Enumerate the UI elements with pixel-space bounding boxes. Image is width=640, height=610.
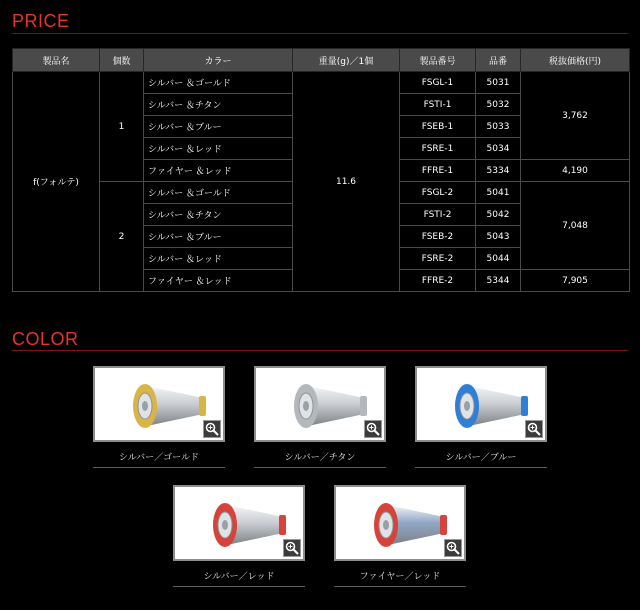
item-number-cell: 5031 <box>476 72 521 94</box>
product-code-cell: FSRE-2 <box>400 248 476 270</box>
color-cell: シルバー ＆ゴールド <box>144 182 293 204</box>
zoom-icon[interactable] <box>525 420 543 438</box>
price-cell: 3,762 <box>521 72 630 160</box>
count-cell: 2 <box>100 182 144 292</box>
color-cell: シルバー ＆ゴールド <box>144 72 293 94</box>
item-number-cell: 5044 <box>476 248 521 270</box>
weight-cell: 11.6 <box>293 72 400 292</box>
zoom-icon[interactable] <box>364 420 382 438</box>
item-number-cell: 5334 <box>476 160 521 182</box>
price-section-rule <box>12 33 628 34</box>
zoom-icon[interactable] <box>444 539 462 557</box>
item-number-cell: 5043 <box>476 226 521 248</box>
color-cell: シルバー ＆ブルー <box>144 226 293 248</box>
item-number-cell: 5344 <box>476 270 521 292</box>
product-code-cell: FSEB-1 <box>400 116 476 138</box>
product-code-cell: FSGL-2 <box>400 182 476 204</box>
item-number-cell: 5033 <box>476 116 521 138</box>
product-code-cell: FFRE-1 <box>400 160 476 182</box>
item-number-cell: 5034 <box>476 138 521 160</box>
color-caption: シルバー／チタン <box>254 444 386 468</box>
product-name-cell: f(フォルテ) <box>13 72 100 292</box>
table-row <box>13 72 630 94</box>
price-table <box>12 48 630 292</box>
price-section-title: PRICE <box>12 11 70 31</box>
color-caption: シルバー／ゴールド <box>93 444 225 468</box>
price-cell: 7,048 <box>521 182 630 270</box>
header-product-code: 製品番号 <box>400 49 476 72</box>
color-thumbnail-silver-blue[interactable] <box>415 366 547 442</box>
color-thumbnail-silver-gold[interactable] <box>93 366 225 442</box>
color-cell: シルバー ＆チタン <box>144 204 293 226</box>
product-code-cell: FSTI-1 <box>400 94 476 116</box>
product-code-cell: FSRE-1 <box>400 138 476 160</box>
color-cell: ファイヤー ＆レッド <box>144 270 293 292</box>
color-caption: シルバー／レッド <box>173 563 305 587</box>
product-code-cell: FSTI-2 <box>400 204 476 226</box>
color-cell: シルバー ＆チタン <box>144 94 293 116</box>
price-cell: 7,905 <box>521 270 630 292</box>
color-thumbnail-fire-red[interactable] <box>334 485 466 561</box>
zoom-icon[interactable] <box>203 420 221 438</box>
item-number-cell: 5032 <box>476 94 521 116</box>
header-count: 個数 <box>100 49 144 72</box>
color-section-title: COLOR <box>12 329 79 349</box>
color-caption: シルバー／ブルー <box>415 444 547 468</box>
header-item-number: 品番 <box>476 49 521 72</box>
price-cell: 4,190 <box>521 160 630 182</box>
product-code-cell: FFRE-2 <box>400 270 476 292</box>
header-weight: 重量(g)／1個 <box>293 49 400 72</box>
item-number-cell: 5042 <box>476 204 521 226</box>
header-product-name: 製品名 <box>13 49 100 72</box>
product-code-cell: FSGL-1 <box>400 72 476 94</box>
color-thumbnail-silver-red[interactable] <box>173 485 305 561</box>
price-table-header <box>13 49 630 72</box>
product-code-cell: FSEB-2 <box>400 226 476 248</box>
color-cell: シルバー ＆レッド <box>144 138 293 160</box>
color-cell: シルバー ＆レッド <box>144 248 293 270</box>
color-cell: ファイヤー ＆レッド <box>144 160 293 182</box>
color-thumbnail-silver-titanium[interactable] <box>254 366 386 442</box>
item-number-cell: 5041 <box>476 182 521 204</box>
color-caption: ファイヤー／レッド <box>334 563 466 587</box>
color-section-rule <box>12 350 628 351</box>
zoom-icon[interactable] <box>283 539 301 557</box>
header-color: カラー <box>144 49 293 72</box>
color-cell: シルバー ＆ブルー <box>144 116 293 138</box>
header-price: 税抜価格(円) <box>521 49 630 72</box>
count-cell: 1 <box>100 72 144 182</box>
